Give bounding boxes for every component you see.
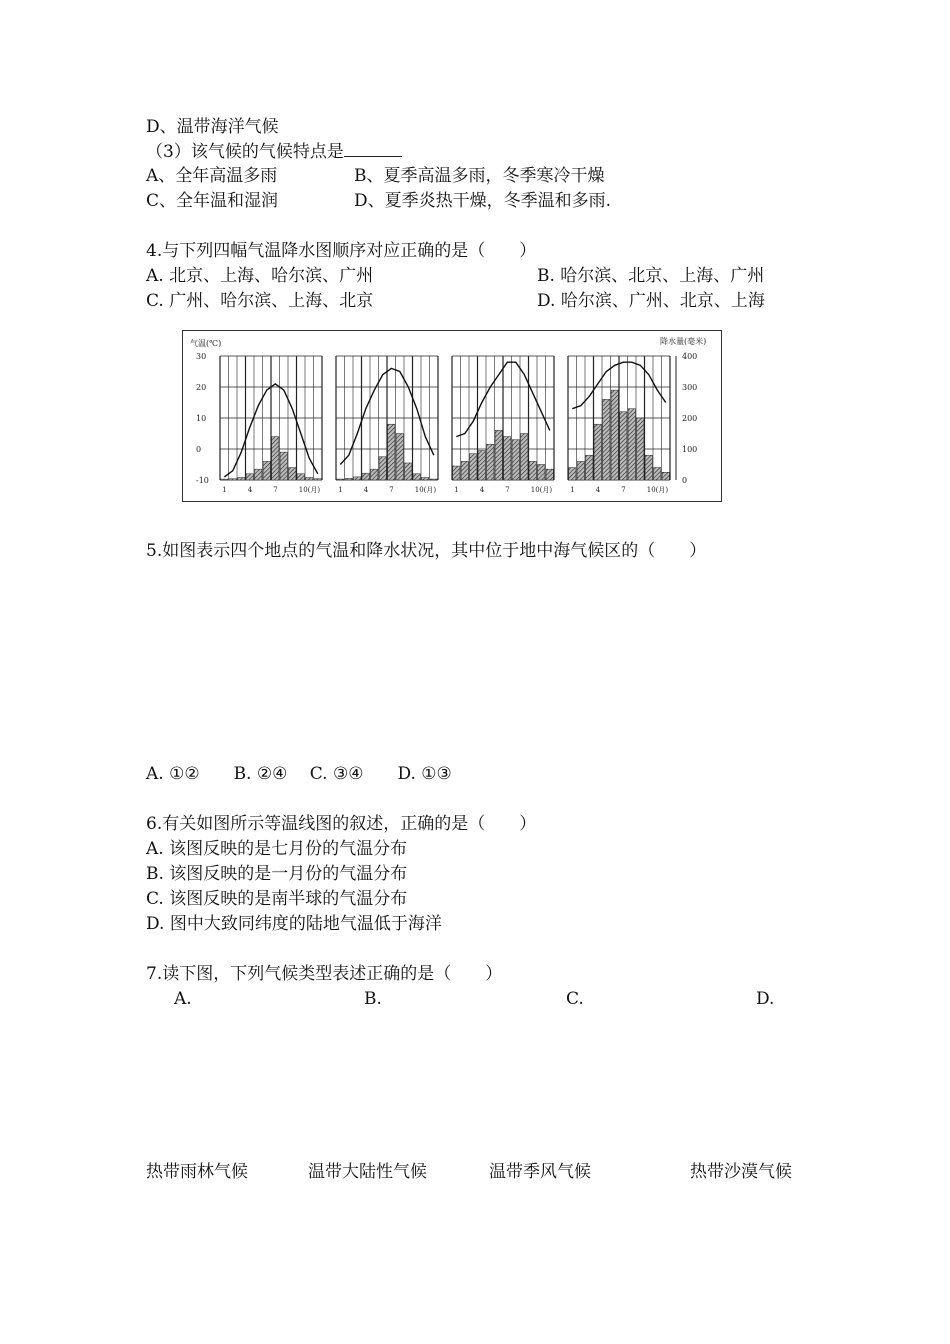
month-tick-label: 7 [273,486,278,494]
precip-bar [306,478,313,480]
q7-stem: 7.读下图，下列气候类型表述正确的是（ ） [146,964,503,984]
q5-options: A. ①② B. ②④ C. ③④ D. ①③ [146,764,452,784]
month-tick-label: 1 [222,486,227,494]
precip-bar [362,473,369,480]
month-tick-label: 10(月) [646,486,669,494]
precip-bar [280,452,287,480]
precip-bar [504,437,511,480]
precip-bar [422,478,429,480]
precip-bar [569,468,576,480]
month-tick-label: 7 [389,486,394,494]
q4-stem: 4.与下列四幅气温降水图顺序对应正确的是（ ） [146,241,537,261]
precip-bar [645,455,652,480]
precip-tick-label: 100 [682,445,698,454]
q6-option-b: B. 该图反映的是一月份的气温分布 [146,864,408,884]
q4-option-d: D. 哈尔滨、广州、北京、上海 [537,291,765,311]
month-tick-label: 1 [454,486,459,494]
q5-stem: 5.如图表示四个地点的气温和降水状况，其中位于地中海气候区的（ ） [146,541,707,561]
precip-bar [246,474,253,480]
q4-option-c: C. 广州、哈尔滨、上海、北京 [146,291,374,311]
q7-label-a: A. [174,989,192,1009]
precip-bar [529,461,536,480]
precip-bar [238,478,245,480]
q3-stem-text: （3）该气候的气候特点是 [146,142,344,162]
q7-label-b: B. [364,989,382,1009]
climate-charts [182,330,722,502]
precip-bar [538,465,545,481]
month-tick-label: 4 [595,486,601,494]
answer-blank [344,140,402,157]
precip-bar [396,434,403,481]
precip-tick-label: 0 [682,476,688,485]
precip-bar [221,479,228,480]
precip-tick-label: 400 [682,352,698,361]
precip-bar [512,440,519,480]
temp-tick-label: 20 [196,383,207,392]
temp-tick-label: 0 [196,445,202,454]
month-tick-label: 4 [479,486,485,494]
precip-bar [603,399,610,480]
month-tick-label: 7 [505,486,510,494]
precip-bar [263,461,270,480]
q3-option-d2: D、夏季炎热干燥，冬季温和多雨. [354,191,612,211]
q6-option-a: A. 该图反映的是七月份的气温分布 [146,839,408,859]
q3-stem [146,140,402,163]
precip-bar [611,390,618,480]
precip-bar [388,424,395,480]
precip-bar [577,461,584,480]
q6-stem: 6.有关如图所示等温线图的叙述，正确的是（ ） [146,814,537,834]
q4-option-a: A. 北京、上海、哈尔滨、广州 [146,266,374,286]
precip-bar [521,434,528,481]
temp-tick-label: 30 [196,352,207,361]
temp-tick-label: -10 [196,476,209,485]
climate-label-a: 热带雨林气候 [146,1162,248,1182]
q7-label-d: D. [756,989,775,1009]
precip-bar [594,424,601,480]
precip-bar [628,409,635,480]
precip-bar [637,418,644,480]
climate-label-c: 温带季风气候 [489,1162,591,1182]
precip-bar [379,457,386,480]
precip-tick-label: 200 [682,414,698,423]
precip-bar [546,469,553,480]
precip-bar [662,472,669,480]
precip-bar [461,461,468,480]
precip-bar [478,451,485,480]
climate-label-b: 温带大陆性气候 [308,1162,427,1182]
precip-bar [354,477,361,480]
precip-bar [586,455,593,480]
q3-option-c: C、全年温和湿润 [146,191,279,211]
precip-bar [470,454,477,480]
precip-bar [620,412,627,480]
precip-bar [453,466,460,480]
climate-label-d: 热带沙漠气候 [690,1162,792,1182]
precip-axis-label: 降水量(毫米) [660,337,707,346]
month-tick-label: 1 [570,486,575,494]
precip-bar [487,444,494,480]
temp-axis-label: 气温(℃) [190,339,222,348]
precip-bar [495,430,502,480]
precip-bar [654,468,661,480]
precip-bar [289,468,296,480]
month-tick-label: 10(月) [414,486,437,494]
q3-option-d: D、温带海洋气候 [146,117,279,137]
precip-bar [272,437,279,480]
q6-option-d: D. 图中大致同纬度的陆地气温低于海洋 [146,914,442,934]
precip-bar [297,474,304,480]
q7-label-c: C. [566,989,584,1009]
q3-option-b: B、夏季高温多雨，冬季寒冷干燥 [354,166,605,186]
month-tick-label: 4 [247,486,253,494]
month-tick-label: 4 [363,486,369,494]
precip-tick-label: 300 [682,383,698,392]
q3-option-a: A、全年高温多雨 [146,166,278,186]
month-tick-label: 10(月) [298,486,321,494]
precip-bar [314,479,321,480]
precip-bar [345,478,352,480]
month-tick-label: 1 [338,486,343,494]
temp-tick-label: 10 [196,414,207,423]
month-tick-label: 7 [621,486,626,494]
precip-bar [337,479,344,480]
q4-option-b: B. 哈尔滨、北京、上海、广州 [537,266,765,286]
precip-bar [413,474,420,480]
precip-bar [229,479,236,480]
q6-option-c: C. 该图反映的是南半球的气温分布 [146,889,408,909]
precip-bar [371,469,378,480]
precip-bar [430,479,437,480]
precip-bar [405,463,412,480]
precip-bar [255,469,262,480]
month-tick-label: 10(月) [530,486,553,494]
